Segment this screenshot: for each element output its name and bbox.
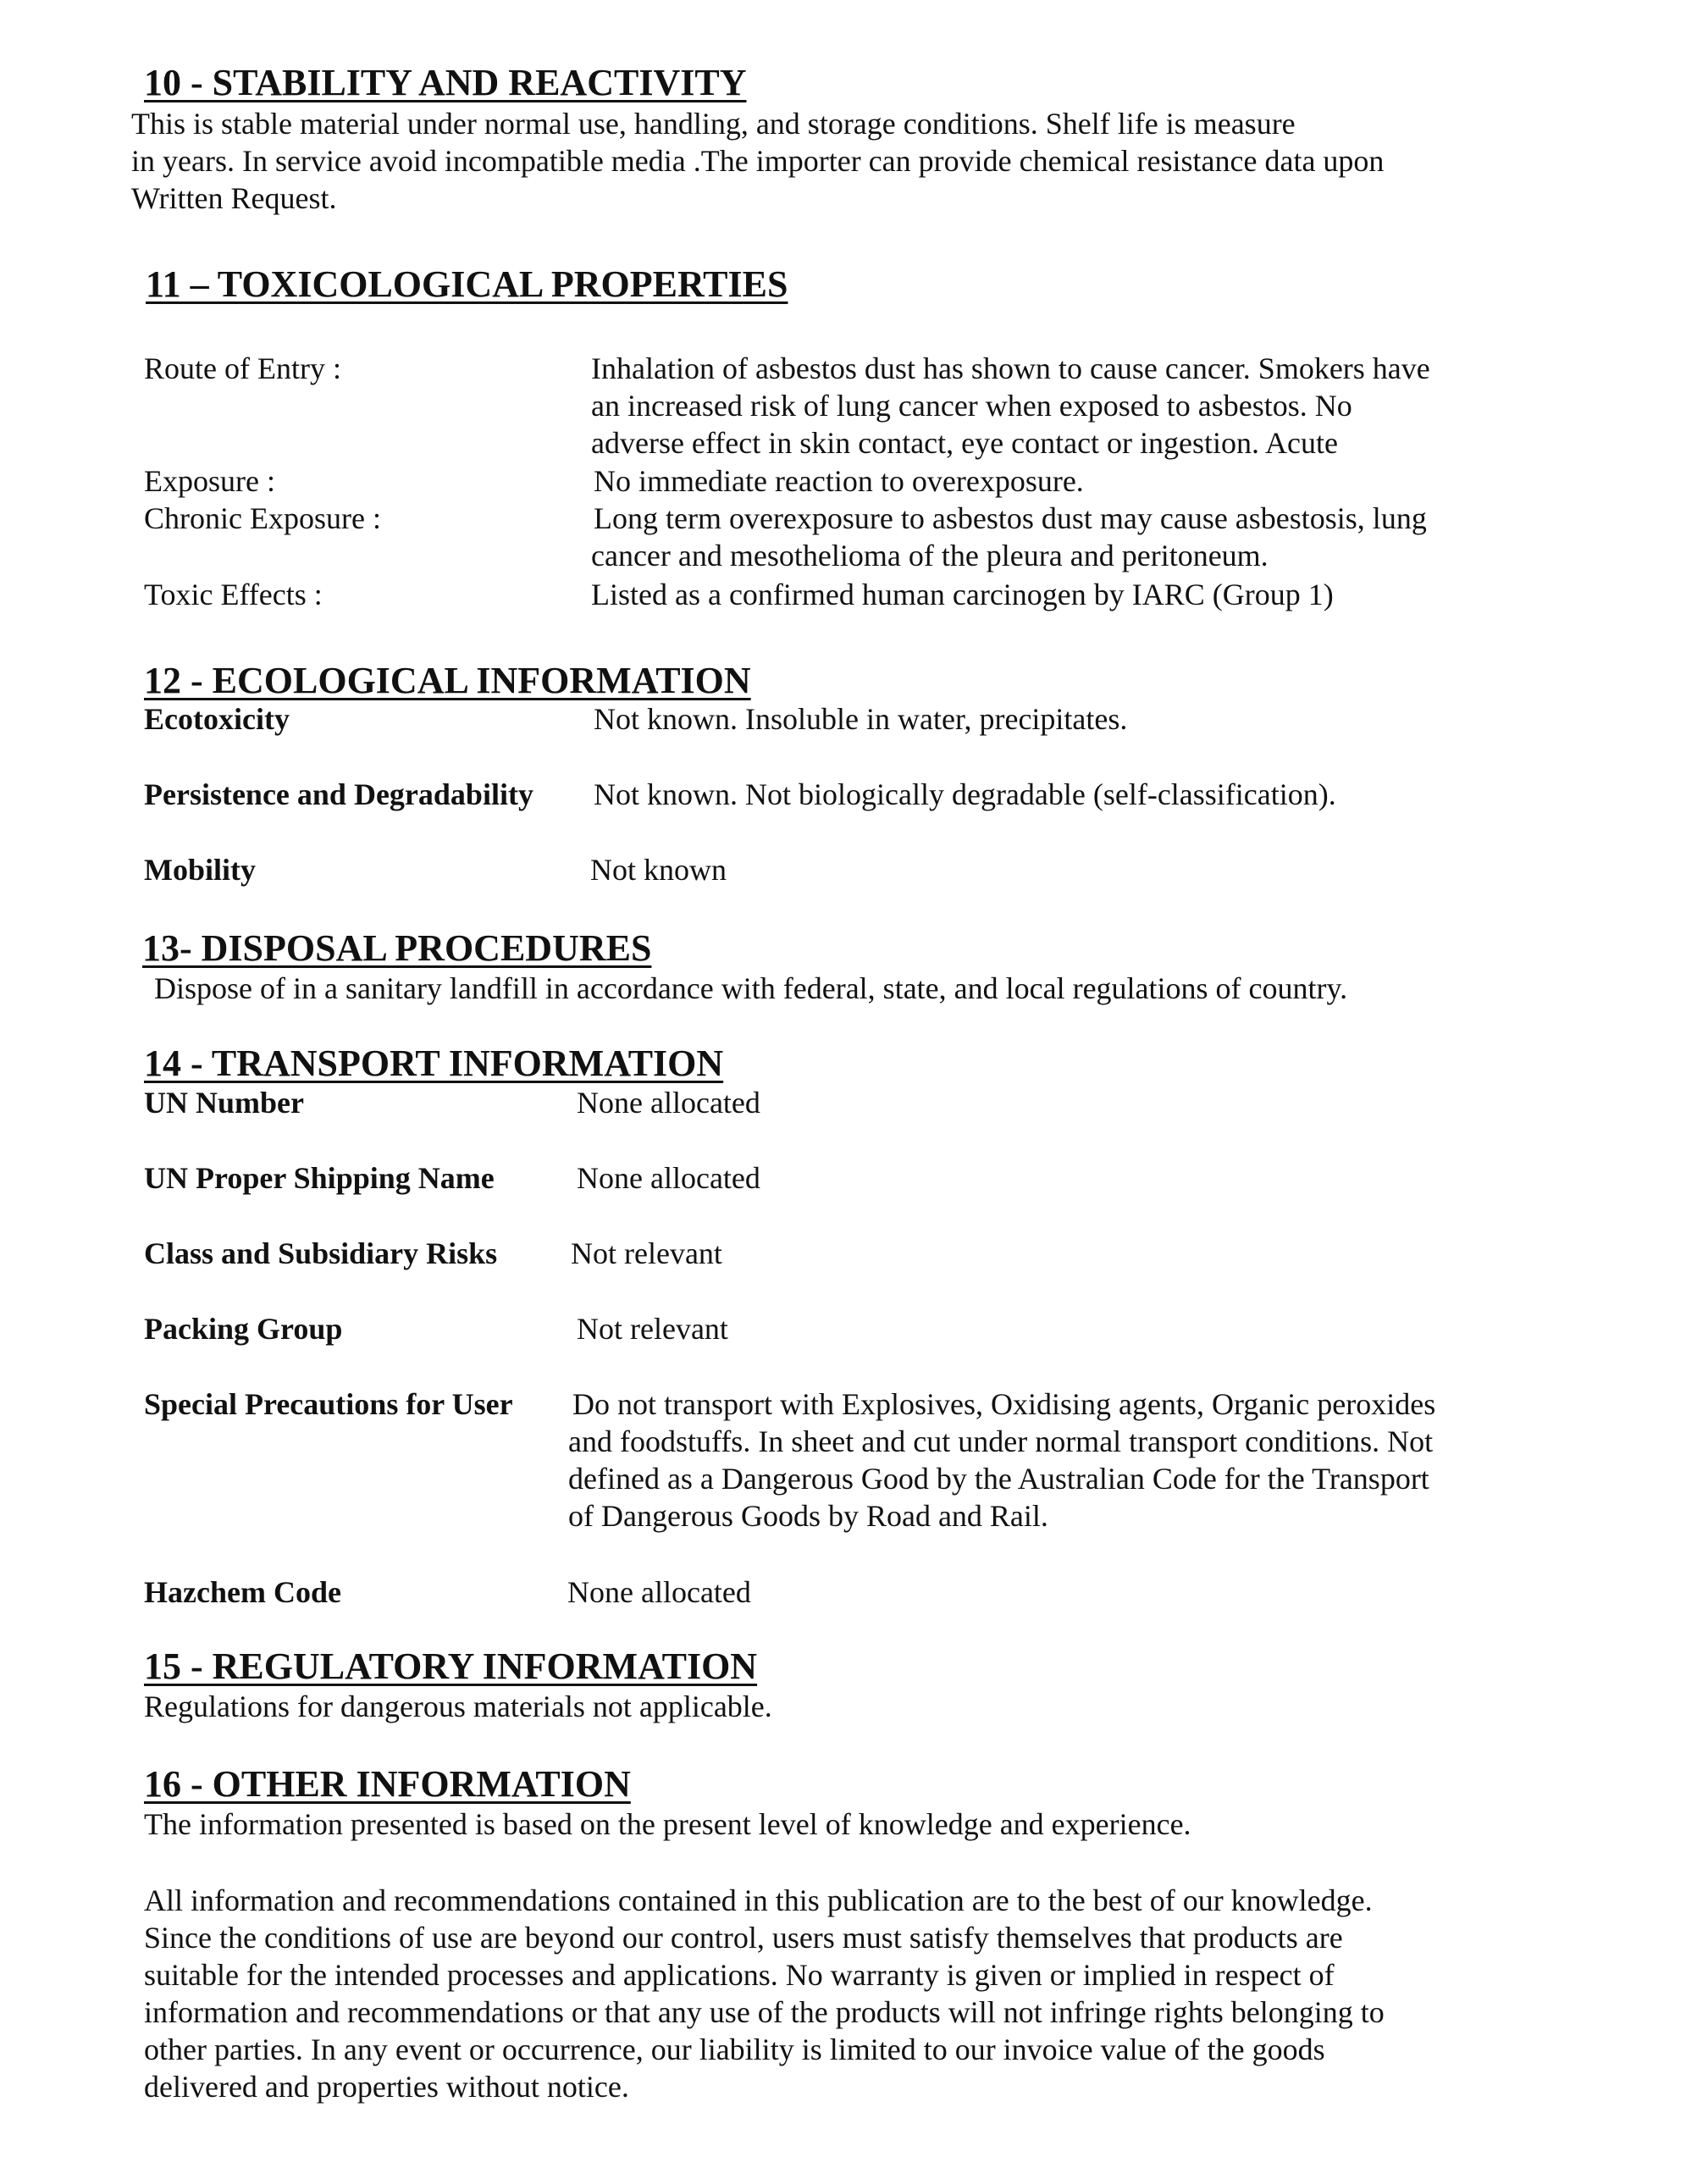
- mobility-label: Mobility: [144, 853, 256, 887]
- chronic-exposure-label: Chronic Exposure :: [144, 501, 381, 535]
- text-line: adverse effect in skin contact, eye contact or ingestion. Acute: [591, 426, 1338, 460]
- un-number-value: None allocated: [577, 1086, 760, 1120]
- chronic-exposure-value: [591, 500, 1427, 574]
- class-risks-value: Not relevant: [571, 1236, 722, 1270]
- packing-group-value: Not relevant: [577, 1312, 728, 1346]
- text-line: Written Request.: [131, 181, 337, 215]
- class-risks-label: Class and Subsidiary Risks: [144, 1236, 498, 1270]
- text-line: other parties. In any event or occurrence, our liability is limited to our invoice value of the goods: [144, 2032, 1325, 2066]
- section-11-heading: 11 – TOXICOLOGICAL PROPERTIES: [146, 263, 788, 305]
- text-line: in years. In service avoid incompatible media .The importer can provide chemical resistance data upon: [131, 144, 1385, 178]
- text-line: This is stable material under normal use, handling, and storage conditions. Shelf life is measure: [131, 107, 1296, 141]
- shipping-name-value: None allocated: [577, 1161, 760, 1195]
- text-line: cancer and mesothelioma of the pleura and peritoneum.: [591, 539, 1269, 572]
- text-line: defined as a Dangerous Good by the Australian Code for the Transport: [568, 1462, 1429, 1496]
- text-line: All information and recommendations contained in this publication are to the best of our knowledge.: [144, 1883, 1373, 1917]
- text-line: suitable for the intended processes and applications. No warranty is given or implied in respect of: [144, 1958, 1335, 1992]
- section-12-heading: 12 - ECOLOGICAL INFORMATION: [144, 660, 751, 701]
- disclaimer-text: [144, 1882, 1385, 2105]
- text-line: Long term overexposure to asbestos dust may cause asbestosis, lung: [594, 501, 1427, 535]
- exposure-value: No immediate reaction to overexposure.: [594, 464, 1084, 498]
- section-16-text: The information presented is based on the present level of knowledge and experience.: [144, 1807, 1191, 1841]
- text-line: an increased risk of lung cancer when exposed to asbestos. No: [591, 389, 1352, 423]
- special-precautions-label: Special Precautions for User: [144, 1387, 513, 1421]
- persistence-value: Not known. Not biologically degradable (self-classification).: [594, 777, 1336, 811]
- ecotoxicity-value: Not known. Insoluble in water, precipitates.: [594, 702, 1128, 736]
- hazchem-code-label: Hazchem Code: [144, 1575, 341, 1609]
- text-line: Since the conditions of use are beyond our control, users must satisfy themselves that products are: [144, 1921, 1343, 1955]
- text-line: Do not transport with Explosives, Oxidising agents, Organic peroxides: [572, 1387, 1436, 1421]
- packing-group-label: Packing Group: [144, 1312, 343, 1346]
- section-14-heading: 14 - TRANSPORT INFORMATION: [144, 1043, 724, 1084]
- section-15-heading: 15 - REGULATORY INFORMATION: [144, 1645, 758, 1687]
- route-of-entry-value: [591, 350, 1430, 462]
- text-line: Inhalation of asbestos dust has shown to cause cancer. Smokers have: [591, 351, 1430, 385]
- route-of-entry-label: Route of Entry :: [144, 351, 341, 385]
- toxic-effects-label: Toxic Effects :: [144, 578, 323, 611]
- un-number-label: UN Number: [144, 1086, 304, 1120]
- text-line: and foodstuffs. In sheet and cut under normal transport conditions. Not: [568, 1424, 1434, 1458]
- special-precautions-value: [568, 1385, 1436, 1535]
- section-13-heading: 13- DISPOSAL PROCEDURES: [142, 927, 652, 969]
- text-line: of Dangerous Goods by Road and Rail.: [568, 1499, 1048, 1533]
- exposure-label: Exposure :: [144, 464, 275, 498]
- persistence-label: Persistence and Degradability: [144, 777, 533, 811]
- ecotoxicity-label: Ecotoxicity: [144, 702, 290, 736]
- toxic-effects-value: Listed as a confirmed human carcinogen by IARC (Group 1): [591, 578, 1334, 611]
- section-13-text: Dispose of in a sanitary landfill in accordance with federal, state, and local regulations of country.: [154, 971, 1348, 1005]
- hazchem-code-value: None allocated: [567, 1575, 751, 1609]
- section-10-text: [131, 105, 1384, 217]
- section-16-heading: 16 - OTHER INFORMATION: [144, 1763, 631, 1805]
- section-10-heading: 10 - STABILITY AND REACTIVITY: [144, 62, 747, 103]
- section-15-text: Regulations for dangerous materials not applicable.: [144, 1690, 772, 1723]
- shipping-name-label: UN Proper Shipping Name: [144, 1161, 495, 1195]
- mobility-value: Not known: [590, 853, 727, 887]
- text-line: delivered and properties without notice.: [144, 2070, 629, 2104]
- text-line: information and recommendations or that any use of the products will not infringe rights belonging to: [144, 1995, 1385, 2029]
